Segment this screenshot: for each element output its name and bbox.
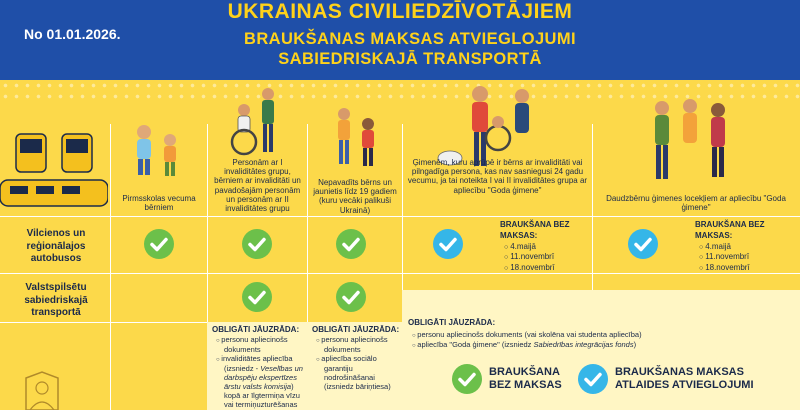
page-subtitle-line2: SABIEDRISKAJĀ TRANSPORTĀ <box>278 50 542 68</box>
requirement-item: ○ invaliditātes apliecība (izsniedz - Veselības un darbspēju ekspertīzes ārstu valsts komisija) kopā ar īlgtermiņa vīzu vai termiņuzturēšanas <box>216 354 304 409</box>
free-travel-title: BRAUKŠANA BEZ MAKSAS: <box>695 220 765 240</box>
legend-free-check-icon <box>452 364 482 394</box>
latvia-coat-of-arms-icon <box>20 370 64 410</box>
discount-check-icon <box>628 229 658 259</box>
requirements-unaccompanied <box>312 325 400 391</box>
header-banner <box>0 0 800 80</box>
column-header-unaccompanied: Nepavadīts bērns un jaunietis līdz 19 gadiem (kuru vecāki palikuši Ukrainā) <box>313 178 397 215</box>
free-travel-check-icon <box>336 229 366 259</box>
free-travel-check-icon <box>242 282 272 312</box>
free-travel-dates-large-family <box>695 220 795 274</box>
requirement-item: ○ apliecība "Goda ģimene" (izsniedz Sabiedrības integrācijas fonds) <box>412 340 793 350</box>
large-family-illustration <box>640 96 740 186</box>
legend-free-label: BRAUKŠANA BEZ MAKSAS <box>489 366 562 391</box>
wheelchair-user-illustration <box>226 86 286 158</box>
free-travel-date: ○ 18.novembrī <box>504 263 590 274</box>
column-divider <box>402 124 403 290</box>
free-travel-date: ○ 18.novembrī <box>699 263 795 274</box>
discount-check-icon <box>433 229 463 259</box>
free-travel-check-icon <box>336 282 366 312</box>
column-header-disabled: Personām ar I invaliditātes grupu, bērniem ar invaliditāti un pavadošajām personām un personām ar II invaliditātes grupu <box>214 158 301 213</box>
requirements-families <box>408 318 793 350</box>
page-subtitle-line1: BRAUKŠANAS MAKSAS ATVIEGLOJUMI <box>244 30 576 48</box>
requirement-item: ○ personu apliecinošs dokuments (vai skolēna vai studenta apliecība) <box>412 330 793 340</box>
requirements-title: OBLIGĀTI JĀUZRĀDA: <box>312 325 400 334</box>
effective-date: No 01.01.2026. <box>24 26 121 42</box>
free-travel-date: ○ 11.novembrī <box>699 252 795 263</box>
free-travel-dates-family-disabled <box>500 220 590 274</box>
unaccompanied-children-illustration <box>330 104 386 170</box>
requirement-item: ○ apliecība sociālo garantiju nodrošināšanai (izsniedz bāriņtiesa) <box>316 354 400 391</box>
row-label-trains-regional-buses: Vilcienos un reģionālajos autobusos <box>26 228 86 264</box>
column-header-large-family: Daudzbērnu ģimenes locekļiem ar apliecību "Goda ģimene" <box>606 194 786 213</box>
column-header-preschool: Pirmsskolas vecuma bērniem <box>122 194 196 213</box>
row-label-city-transport: Valstspilsētu sabiedriskajā transportā <box>24 282 88 318</box>
row-divider <box>0 273 800 274</box>
legend-discount-label: BRAUKŠANAS MAKSAS ATLAIDES ATVIEGLOJUMI <box>615 366 754 391</box>
requirements-title: OBLIGĀTI JĀUZRĀDA: <box>408 318 496 327</box>
free-travel-date: ○ 11.novembrī <box>504 252 590 263</box>
requirements-disabled <box>212 325 304 409</box>
column-divider <box>110 124 111 410</box>
preschool-children-illustration <box>128 122 188 180</box>
row-divider <box>0 216 800 217</box>
bus-and-train-icon <box>0 130 108 212</box>
column-divider <box>592 124 593 290</box>
page-title: UKRAINAS CIVILIEDZĪVOTĀJIEM <box>227 0 573 23</box>
legend-discount-check-icon <box>578 364 608 394</box>
column-header-family-disabled-child: Ģimenēm, kuru aprūpē ir bērns ar invaliditāti vai pilngadīga persona, kas nav sasniegusi 24 gadu vecumu, ja tai noteikta I vai II invaliditātes grupa ar apliecību "Goda ģimene" <box>407 158 588 195</box>
free-travel-check-icon <box>242 229 272 259</box>
free-travel-date: ○ 4.maijā <box>699 242 795 253</box>
requirements-title: OBLIGĀTI JĀUZRĀDA: <box>212 325 300 334</box>
requirement-item: ○ personu apliecinošs dokuments <box>216 335 304 354</box>
requirement-item: ○ personu apliecinošs dokuments <box>316 335 400 354</box>
free-travel-check-icon <box>144 229 174 259</box>
free-travel-date: ○ 4.maijā <box>504 242 590 253</box>
free-travel-title: BRAUKŠANA BEZ MAKSAS: <box>500 220 570 240</box>
